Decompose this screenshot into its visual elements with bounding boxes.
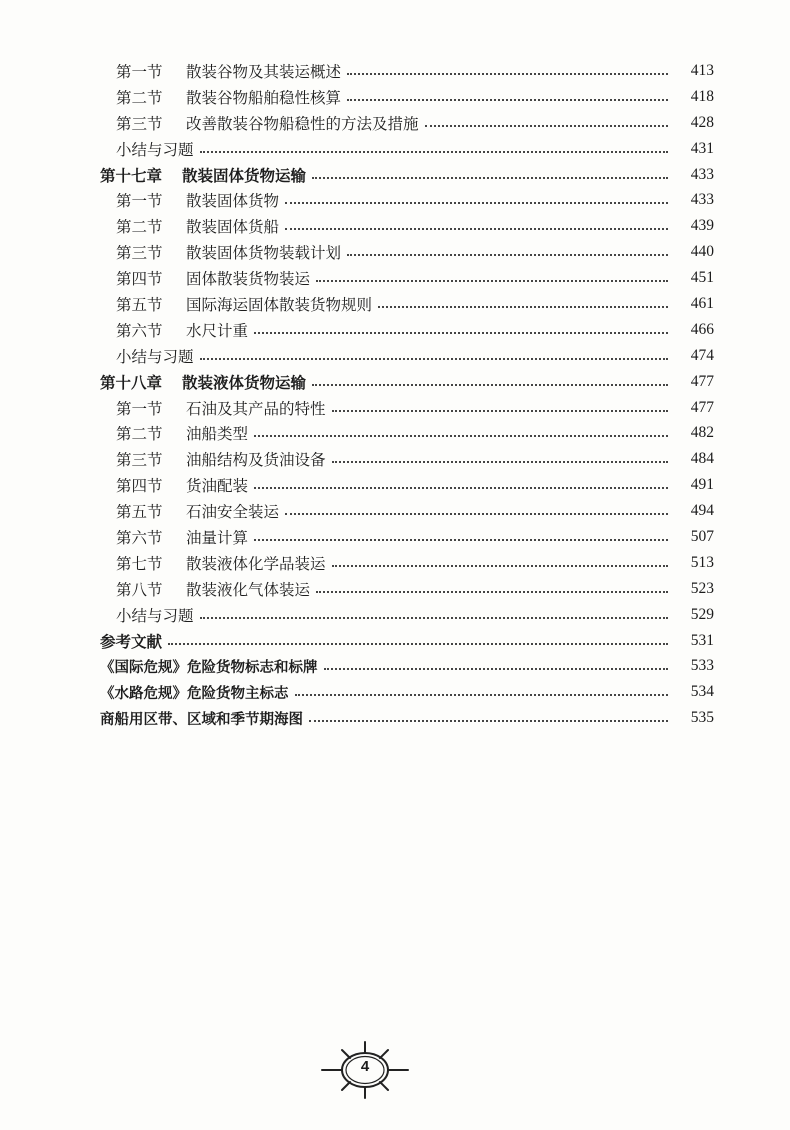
toc-entry-number: 第三节 [116, 451, 163, 470]
toc-entry-label [116, 215, 279, 237]
toc-entry-section [0, 239, 714, 265]
toc-entry-page: 529 [690, 605, 714, 623]
toc-entry-number: 第十七章 [100, 165, 163, 185]
toc-entry-title: 散装固体货物 [186, 192, 280, 211]
toc-entry-title: 小结与习题 [116, 347, 194, 366]
toc-entry-page: 491 [690, 476, 714, 494]
toc-entry-summary [0, 136, 714, 162]
toc-entry-number: 第十八章 [100, 372, 163, 392]
toc-entry-page: 494 [690, 502, 714, 520]
toc-entry-chapter [0, 162, 714, 188]
toc-entry-label [116, 267, 310, 289]
dot-leader [254, 332, 668, 334]
toc-entry-section [0, 291, 714, 317]
toc-entry-label [100, 656, 318, 677]
toc-entry-summary [0, 343, 714, 369]
dot-leader [332, 461, 668, 463]
toc-entry-section [0, 446, 714, 472]
toc-entry-title: 货油配装 [186, 477, 249, 496]
toc-entry-page: 439 [690, 217, 714, 235]
toc-entry-summary [0, 602, 714, 628]
toc-entry-title: 《国际危规》危险货物标志和标牌 [100, 659, 318, 676]
dot-leader [332, 565, 668, 567]
toc-entry-page: 534 [690, 683, 714, 701]
dot-leader [316, 591, 668, 593]
toc-entry-section [0, 420, 714, 446]
toc-entry-label [116, 189, 279, 211]
toc-entry-page: 431 [690, 139, 714, 157]
toc-entry-label [116, 578, 310, 600]
toc-entry-page: 474 [690, 346, 714, 364]
toc-entry-section [0, 187, 714, 213]
toc-entry-title: 石油及其产品的特性 [186, 399, 326, 418]
toc-entry-title: 小结与习题 [116, 606, 194, 625]
dot-leader [347, 254, 668, 256]
toc-entry-page: 451 [690, 269, 714, 287]
toc-entry-page: 418 [690, 87, 714, 105]
toc-entry-title: 油船类型 [186, 425, 249, 444]
page-number-emblem [320, 1038, 410, 1102]
toc-entry-label [116, 60, 341, 82]
toc-entry-section [0, 317, 714, 343]
toc-entry-page: 531 [690, 631, 714, 649]
toc-entry-page: 523 [690, 579, 714, 597]
dot-leader [200, 358, 668, 360]
toc-entry-chapter [0, 628, 714, 654]
toc-entry-section [0, 58, 714, 84]
dot-leader [309, 720, 668, 722]
dot-leader [347, 99, 668, 101]
dot-leader [168, 643, 668, 645]
toc-entry-title: 小结与习题 [116, 140, 194, 159]
toc-entry-label [116, 526, 248, 548]
toc-entry-section [0, 498, 714, 524]
page-number: 4 [360, 1058, 370, 1075]
toc-entry-section [0, 110, 714, 136]
dot-leader [378, 306, 668, 308]
toc-entry-page: 433 [690, 191, 714, 209]
toc-entry-title: 油量计算 [186, 528, 249, 547]
toc-entry-number: 第五节 [116, 503, 163, 522]
dot-leader [285, 202, 668, 204]
toc-entry-label [100, 630, 162, 652]
toc-entry-title: 改善散装谷物船稳性的方法及措施 [186, 114, 419, 133]
toc-entry-number: 第一节 [116, 192, 163, 211]
toc-entry-label [116, 86, 341, 108]
toc-entry-number: 第三节 [116, 244, 163, 263]
toc-entry-number: 第一节 [116, 62, 163, 81]
toc-entry-title: 散装谷物及其装运概述 [186, 62, 342, 81]
toc-entry-page: 513 [690, 553, 714, 571]
dot-leader [332, 410, 668, 412]
dot-leader [254, 539, 668, 541]
dot-leader [347, 73, 668, 75]
dot-leader [316, 280, 668, 282]
toc-entry-section [0, 550, 714, 576]
toc-entry-title: 国际海运固体散装货物规则 [186, 295, 373, 314]
toc-entry-title: 散装固体货物运输 [182, 165, 307, 185]
toc-entry-label [116, 448, 326, 470]
toc-entry-page: 433 [690, 165, 714, 183]
toc-entry-page: 484 [690, 450, 714, 468]
toc-entry-section [0, 524, 714, 550]
toc-entry-title: 商船用区带、区域和季节期海图 [100, 711, 303, 728]
toc-entry-title: 固体散装货物装运 [186, 270, 311, 289]
toc-entry-section [0, 213, 714, 239]
dot-leader [312, 177, 668, 179]
toc-entry-number: 第七节 [116, 554, 163, 573]
toc-entry-section [0, 576, 714, 602]
toc-entry-label [116, 345, 194, 367]
toc-entry-title: 散装固体货物装载计划 [186, 244, 342, 263]
dot-leader [312, 384, 668, 386]
toc-entry-number: 第四节 [116, 270, 163, 289]
toc-entry-number: 第二节 [116, 88, 163, 107]
toc-entry-number: 第三节 [116, 114, 163, 133]
toc-entry-label [116, 112, 419, 134]
toc-entry-number: 第四节 [116, 477, 163, 496]
dot-leader [285, 513, 668, 515]
toc-entry-label [100, 164, 306, 186]
toc-entry-label [116, 500, 279, 522]
toc-entry-label [116, 397, 326, 419]
toc-entry-label [116, 552, 326, 574]
dot-leader [254, 487, 668, 489]
toc-entry-label [100, 682, 289, 703]
toc-entry-section [0, 265, 714, 291]
toc-entry-page: 507 [690, 527, 714, 545]
toc-entry-title: 散装固体货船 [186, 218, 280, 237]
toc-entry-title: 石油安全装运 [186, 503, 280, 522]
toc-entry-page: 535 [690, 709, 714, 727]
toc-entry-title: 水尺计重 [186, 321, 249, 340]
table-of-contents [0, 58, 790, 731]
toc-entry-title: 散装液体化学品装运 [186, 554, 326, 573]
toc-entry-title: 散装谷物船舶稳性核算 [186, 88, 342, 107]
toc-entry-number: 第六节 [116, 321, 163, 340]
toc-entry-page: 477 [690, 398, 714, 416]
toc-entry-section [0, 472, 714, 498]
toc-entry-title: 散装液体货物运输 [182, 372, 307, 392]
toc-entry-label [116, 422, 248, 444]
toc-entry-label [116, 138, 194, 160]
toc-entry-label [116, 319, 248, 341]
toc-entry-label [116, 293, 372, 315]
toc-entry-label [116, 604, 194, 626]
toc-entry-section [0, 395, 714, 421]
dot-leader [295, 694, 669, 696]
toc-entry-number: 第二节 [116, 425, 163, 444]
toc-entry-page: 413 [690, 61, 714, 79]
toc-entry-number: 第五节 [116, 295, 163, 314]
toc-entry-appendix [0, 653, 714, 679]
toc-entry-title: 散装液化气体装运 [186, 580, 311, 599]
toc-entry-page: 482 [690, 424, 714, 442]
toc-entry-page: 461 [690, 294, 714, 312]
dot-leader [285, 228, 668, 230]
dot-leader [425, 125, 668, 127]
dot-leader [200, 617, 668, 619]
toc-entry-label [100, 708, 303, 729]
toc-entry-page: 477 [690, 372, 714, 390]
toc-entry-number: 第八节 [116, 580, 163, 599]
toc-entry-page: 428 [690, 113, 714, 131]
toc-entry-page: 466 [690, 320, 714, 338]
toc-entry-label [116, 241, 341, 263]
toc-entry-section [0, 84, 714, 110]
dot-leader [324, 668, 669, 670]
toc-entry-appendix [0, 705, 714, 731]
toc-entry-page: 440 [690, 243, 714, 261]
dot-leader [200, 151, 668, 153]
toc-entry-page: 533 [690, 657, 714, 675]
toc-entry-chapter [0, 369, 714, 395]
toc-entry-appendix [0, 679, 714, 705]
toc-entry-number: 第二节 [116, 218, 163, 237]
dot-leader [254, 435, 668, 437]
toc-entry-number: 第六节 [116, 528, 163, 547]
toc-entry-number: 第一节 [116, 399, 163, 418]
toc-entry-label [100, 371, 306, 393]
toc-entry-label [116, 474, 248, 496]
toc-entry-title: 油船结构及货油设备 [186, 451, 326, 470]
toc-entry-title: 参考文献 [100, 631, 163, 651]
toc-entry-title: 《水路危规》危险货物主标志 [100, 685, 289, 702]
